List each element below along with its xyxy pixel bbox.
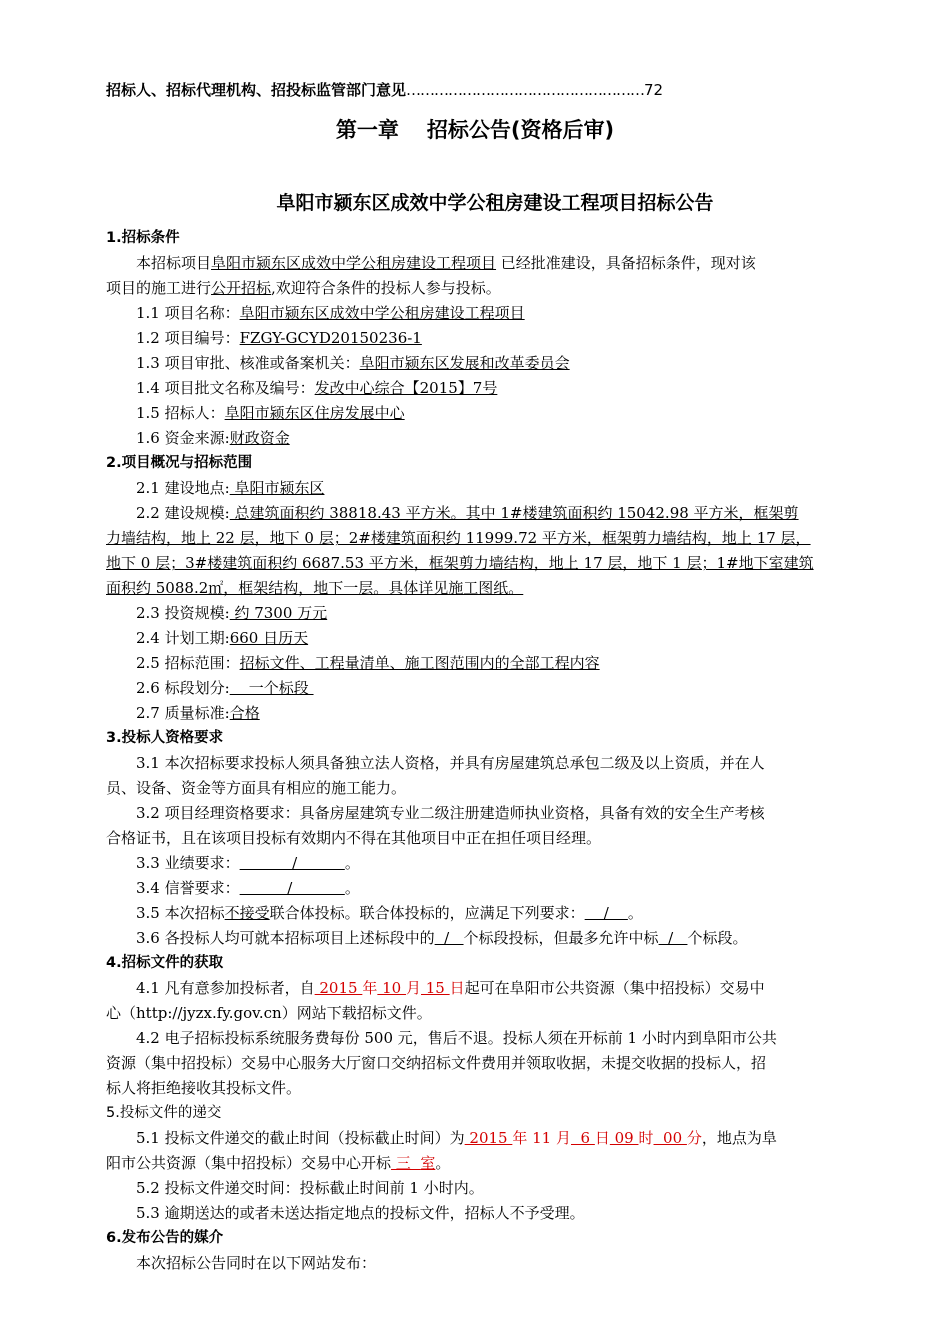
approval-authority-value: 阜阳市颍东区发展和改革委员会 bbox=[359, 354, 570, 372]
item-5-1-cont: 阳市公共资源（集中招投标）交易中心开标 三 室。 bbox=[106, 1154, 451, 1172]
item-5-1: 5.1 投标文件递交的截止时间（投标截止时间）为 2015 年 11 月 6 日 09 时 00 分，地点为阜 bbox=[136, 1129, 777, 1147]
item-2-6: 2.6 标段划分: 一个标段 bbox=[136, 679, 314, 697]
item-2-2-cont bbox=[106, 551, 846, 576]
item-5-2: 5.2 投标文件递交时间：投标截止时间前 1 小时内。 bbox=[136, 1179, 484, 1197]
consortium-blank: / bbox=[584, 904, 628, 922]
funding-value: 财政资金 bbox=[229, 429, 290, 447]
item-3-1-cont: 员、设备、资金等方面具有相应的施工能力。 bbox=[106, 779, 407, 797]
item-2-4: 2.4 计划工期:660 日历天 bbox=[136, 629, 309, 647]
item-3-4: 3.4 信誉要求： / 。 bbox=[136, 879, 360, 897]
toc-line bbox=[106, 79, 806, 100]
toc-page-number: 72 bbox=[644, 81, 664, 99]
lots-bid-blank: / bbox=[434, 929, 464, 947]
section-heading-6: 6.发布公告的媒介 bbox=[106, 1230, 224, 1246]
item-4-1-cont: 心（http://jyzx.fy.gov.cn）网站下载招标文件。 bbox=[106, 1004, 432, 1022]
notice-body bbox=[106, 226, 846, 1276]
item-3-5: 3.5 本次招标不接受联合体投标。联合体投标的，应满足下列要求： / 。 bbox=[136, 904, 643, 922]
section-heading-1: 1.招标条件 bbox=[106, 230, 180, 246]
site-value: 阜阳市颍东区 bbox=[229, 479, 325, 497]
performance-blank: / bbox=[239, 854, 345, 872]
scale-line-2: 力墙结构，地上 22 层，地下 0 层；2#楼建筑面积约 11999.72 平方米，框架剪力墙结构，地上 17 层， bbox=[106, 529, 811, 547]
paragraph-1-intro-cont: 项目的施工进行公开招标,欢迎符合条件的投标人参与投标。 bbox=[106, 279, 501, 297]
notice-title: 阜阳市颍东区成效中学公租房建设工程项目招标公告 bbox=[276, 192, 714, 214]
scope-value: 招标文件、工程量清单、施工图范围内的全部工程内容 bbox=[239, 654, 600, 672]
item-4-1: 4.1 凡有意参加投标者，自 2015 年 10 月 15 日起可在阜阳市公共资源（集中招投标）交易中 bbox=[136, 979, 765, 997]
section-heading-2: 2.项目概况与招标范围 bbox=[106, 455, 253, 471]
item-3-2: 3.2 项目经理资格要求：具备房屋建筑专业二级注册建造师执业资格，具备有效的安全生产考核 bbox=[136, 804, 765, 822]
scale-line-4: 面积约 5088.2㎡，框架结构，地下一层。具体详见施工图纸。 bbox=[106, 579, 524, 597]
project-code-value: FZGY-GCYD20150236-1 bbox=[239, 329, 422, 347]
scale-line-3: 地下 0 层；3#楼建筑面积约 6687.53 平方米，框架剪力墙结构，地上 17 层，地下 1 层；1#地下室建筑 bbox=[106, 554, 814, 572]
section-heading-4: 4.招标文件的获取 bbox=[106, 955, 224, 971]
item-6-1: 本次招标公告同时在以下网站发布： bbox=[136, 1254, 377, 1272]
credit-blank: / bbox=[239, 879, 345, 897]
approval-doc-value: 发改中心综合【2015】7号 bbox=[314, 379, 498, 397]
item-2-2-cont bbox=[106, 576, 846, 601]
consortium-accept: 不接受 bbox=[224, 904, 270, 922]
item-1-5: 1.5 招标人：阜阳市颍东区住房发展中心 bbox=[136, 404, 405, 422]
tenderer-value: 阜阳市颍东区住房发展中心 bbox=[224, 404, 405, 422]
item-1-3: 1.3 项目审批、核准或备案机关：阜阳市颍东区发展和改革委员会 bbox=[136, 354, 570, 372]
chapter-number: 第一章 bbox=[335, 118, 399, 142]
item-2-2: 2.2 建设规模: 总建筑面积约 38818.43 平方米。其中 1#楼建筑面积约 15042.98 平方米，框架剪 bbox=[136, 504, 799, 522]
item-4-2: 4.2 电子招标投标系统服务费每份 500 元，售后不退。投标人须在开标前 1 小时内到阜阳市公共 bbox=[136, 1029, 777, 1047]
item-2-3: 2.3 投资规模: 约 7300 万元 bbox=[136, 604, 328, 622]
item-3-2-cont: 合格证书，且在该项目投标有效期内不得在其他项目中正在担任项目经理。 bbox=[106, 829, 602, 847]
project-name-value: 阜阳市颍东区成效中学公租房建设工程项目 bbox=[239, 304, 525, 322]
chapter-heading bbox=[0, 114, 950, 144]
toc-label: 招标人、招标代理机构、招投标监管部门意见 bbox=[106, 81, 407, 99]
paragraph-1-intro: 本招标项目阜阳市颍东区成效中学公租房建设工程项目 已经批准建设，具备招标条件，现对该 bbox=[136, 254, 756, 272]
scale-line-1: 总建筑面积约 38818.43 平方米。其中 1#楼建筑面积约 15042.98 平方米，框架剪 bbox=[229, 504, 799, 522]
item-3-1: 3.1 本次招标要求投标人须具备独立法人资格，并具有房屋建筑总承包二级及以上资质，并在人 bbox=[136, 754, 765, 772]
item-2-1: 2.1 建设地点: 阜阳市颍东区 bbox=[136, 479, 325, 497]
item-3-3: 3.3 业绩要求： / 。 bbox=[136, 854, 360, 872]
item-4-2-cont: 标人将拒绝接收其投标文件。 bbox=[106, 1079, 302, 1097]
item-1-2: 1.2 项目编号：FZGY-GCYD20150236-1 bbox=[136, 329, 422, 347]
lots-win-blank: / bbox=[658, 929, 688, 947]
toc-leader-dots: …………………………………………… bbox=[406, 81, 645, 99]
item-1-1: 1.1 项目名称：阜阳市颍东区成效中学公租房建设工程项目 bbox=[136, 304, 525, 322]
item-2-2-cont bbox=[106, 526, 846, 551]
section-heading-5: 5.投标文件的递交 bbox=[106, 1105, 222, 1121]
item-2-5: 2.5 招标范围：招标文件、工程量清单、施工图范围内的全部工程内容 bbox=[136, 654, 600, 672]
item-5-3: 5.3 逾期送达的或者未送达指定地点的投标文件，招标人不予受理。 bbox=[136, 1204, 585, 1222]
item-2-7: 2.7 质量标准:合格 bbox=[136, 704, 260, 722]
chapter-name: 招标公告(资格后审) bbox=[426, 118, 615, 142]
tender-method: 公开招标 bbox=[211, 279, 272, 297]
section-heading-3: 3.投标人资格要求 bbox=[106, 730, 224, 746]
item-1-6: 1.6 资金来源:财政资金 bbox=[136, 429, 290, 447]
item-4-2-cont: 资源（集中招投标）交易中心服务大厅窗口交纳招标文件费用并领取收据，未提交收据的投标人，招 bbox=[106, 1054, 767, 1072]
lot-value: 一个标段 bbox=[229, 679, 314, 697]
project-name-inline: 阜阳市颍东区成效中学公租房建设工程项目 bbox=[211, 254, 497, 272]
duration-value: 660 日历天 bbox=[229, 629, 309, 647]
item-1-4: 1.4 项目批文名称及编号：发改中心综合【2015】7号 bbox=[136, 379, 498, 397]
investment-value: 约 7300 万元 bbox=[229, 604, 328, 622]
item-3-6: 3.6 各投标人均可就本招标项目上述标段中的 / 个标段投标，但最多允许中标 / 个标段。 bbox=[136, 929, 748, 947]
quality-value: 合格 bbox=[229, 704, 260, 722]
